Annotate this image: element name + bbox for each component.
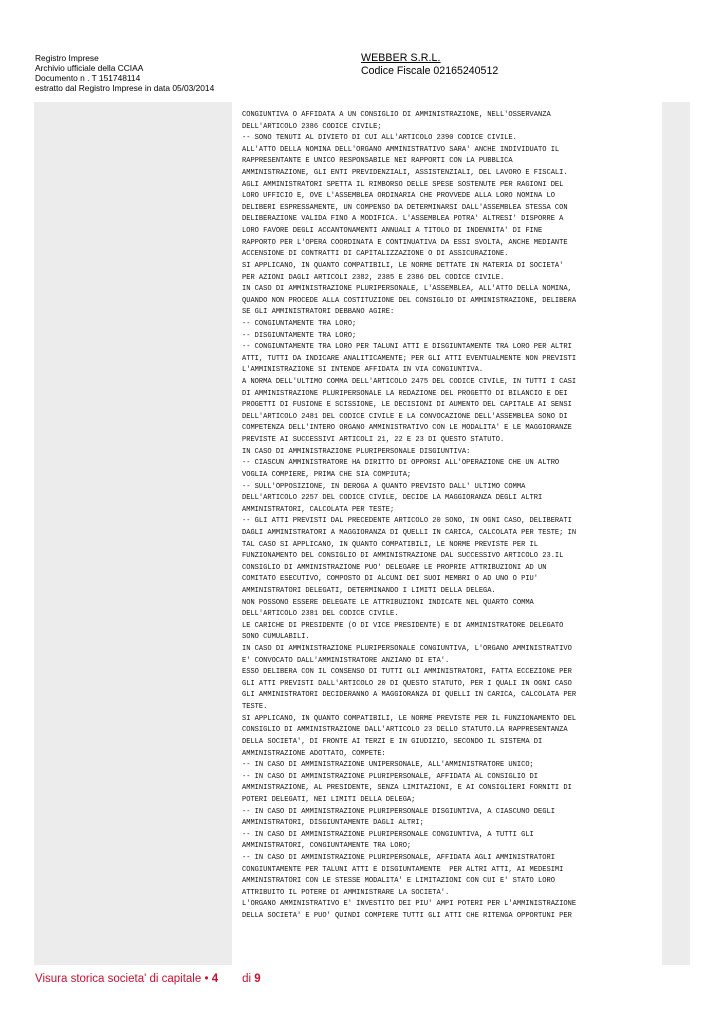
text-line: POTERI DELEGATI, NEI LIMITI DELLA DELEGA; bbox=[242, 795, 416, 804]
header-line-archive: Archivio ufficiale della CCIAA bbox=[35, 63, 144, 73]
text-line: SI APPLICANO, IN QUANTO COMPATIBILI, LE NORME DETTATE IN MATERIA DI SOCIETA' bbox=[242, 261, 564, 270]
text-line: PER AZIONI DAGLI ARTICOLI 2382, 2385 E 2386 DEL CODICE CIVILE. bbox=[242, 273, 505, 282]
text-line: -- SONO TENUTI AL DIVIETO DI CUI ALL'ARTICOLO 2390 CODICE CIVILE. bbox=[242, 134, 517, 143]
text-line: -- DISGIUNTAMENTE TRA LORO; bbox=[242, 331, 357, 340]
text-line: IN CASO DI AMMINISTRAZIONE PLURIPERSONALE CONGIUNTIVA, L'ORGANO AMMINISTRATIVO bbox=[242, 645, 572, 654]
text-line: FUNZIONAMENTO DEL CONSIGLIO DI AMMINISTRAZIONE DAL SUCCESSIVO ARTICOLO 23.IL bbox=[242, 552, 564, 561]
header-line-document-number: Documento n . T 151748114 bbox=[35, 73, 141, 83]
statute-text bbox=[242, 110, 662, 923]
text-line: -- IN CASO DI AMMINISTRAZIONE PLURIPERSONALE, AFFIDATA AL CONSIGLIO DI bbox=[242, 772, 539, 781]
text-line: -- SULL'OPPOSIZIONE, IN DEROGA A QUANTO PREVISTO DALL' ULTIMO COMMA bbox=[242, 482, 526, 491]
fiscal-code: Codice Fiscale 02165240512 bbox=[361, 65, 499, 77]
text-line: IN CASO DI AMMINISTRAZIONE PLURIPERSONALE, L'ASSEMBLEA, ALL'ATTO DELLA NOMINA, bbox=[242, 285, 572, 294]
text-line: E' CONVOCATO DALL'AMMINISTRATORE ANZIANO DI ETA'. bbox=[242, 656, 450, 665]
text-line: DELL'ARTICOLO 2257 DEL CODICE CIVILE, DECIDE LA MAGGIORANZA DEGLI ALTRI bbox=[242, 494, 543, 503]
registry-header bbox=[35, 53, 214, 93]
text-line: -- CONGIUNTAMENTE TRA LORO PER TALUNI ATTI E DISGIUNTAMENTE TRA LORO PER ALTRI bbox=[242, 343, 572, 352]
text-line: NON POSSONO ESSERE DELEGATE LE ATTRIBUZIONI INDICATE NEL QUARTO COMMA bbox=[242, 598, 534, 607]
text-line: -- GLI ATTI PREVISTI DAL PRECEDENTE ARTICOLO 20 SONO, IN OGNI CASO, DELIBERATI bbox=[242, 517, 572, 526]
text-line: AMMINISTRAZIONE, AL PRESIDENTE, SENZA LIMITAZIONI, E AI CONSIGLIERI FORNITI DI bbox=[242, 784, 572, 793]
text-line: L'ORGANO AMMINISTRATIVO E' INVESTITO DEI PIU' AMPI POTERI PER L'AMMINISTRAZIONE bbox=[242, 900, 577, 909]
text-line: VOGLIA COMPIERE, PRIMA CHE SIA COMPIUTA; bbox=[242, 470, 412, 479]
text-line: AMMINISTRAZIONE, GLI ENTI PREVIDENZIALI, ASSISTENZIALI, DEL LAVORO E FISCALI. bbox=[242, 169, 568, 178]
text-line: ACCENSIONE DI CONTRATTI DI CAPITALIZZAZIONE O DI ASSICURAZIONE. bbox=[242, 250, 509, 259]
text-line: -- IN CASO DI AMMINISTRAZIONE PLURIPERSONALE, AFFIDATA AGLI AMMINISTRATORI bbox=[242, 854, 555, 862]
footer-of-label: di bbox=[242, 973, 252, 985]
text-line: DELL'ARTICOLO 2381 DEL CODICE CIVILE. bbox=[242, 610, 399, 619]
text-line: LORO FAVORE DEGLI ACCANTONAMENTI ANNUALI A TITOLO DI INDENNITA' DI FINE bbox=[242, 227, 543, 236]
text-line: GLI AMMINISTRATORI DECIDERANNO A MAGGIORANZA DI QUELLI IN CARICA, CALCOLATA PER bbox=[242, 691, 577, 700]
text-line: SI APPLICANO, IN QUANTO COMPATIBILI, LE NORME PREVISTE PER IL FUNZIONAMENTO DEL bbox=[242, 714, 577, 723]
text-line: AGLI AMMINISTRATORI SPETTA IL RIMBORSO DELLE SPESE SOSTENUTE PER RAGIONI DEL bbox=[242, 180, 564, 189]
header-line-registry: Registro Imprese bbox=[35, 53, 99, 63]
text-line: AMMINISTRATORI, CALCOLATA PER TESTE; bbox=[242, 505, 395, 514]
text-line: -- IN CASO DI AMMINISTRAZIONE UNIPERSONALE, ALL'AMMINISTRATORE UNICO; bbox=[242, 761, 534, 770]
text-line: -- CONGIUNTAMENTE TRA LORO; bbox=[242, 319, 357, 328]
page-footer bbox=[35, 973, 261, 985]
text-line: CONGIUNTIVA O AFFIDATA A UN CONSIGLIO DI AMMINISTRAZIONE, NELL'OSSERVANZA bbox=[242, 111, 551, 119]
text-line: AMMINISTRATORI DELEGATI, DETERMINANDO I LIMITI DELLA DELEGA. bbox=[242, 586, 496, 595]
text-line: DELIBERAZIONE VALIDA FINO A MODIFICA. L'ASSEMBLEA POTRA' ALTRESI' DISPORRE A bbox=[242, 215, 564, 224]
text-line: DELIBERI ESPRESSAMENTE, UN COMPENSO DA DETERMINARSI DALL'ASSEMBLEA STESSA CON bbox=[242, 203, 568, 212]
text-line: SONO CUMULABILI. bbox=[242, 633, 310, 642]
text-line: DELL'ARTICOLO 2386 CODICE CIVILE; bbox=[242, 122, 382, 131]
text-line: DELLA SOCIETA' E PUO' QUINDI COMPIERE TUTTI GLI ATTI CHE RITENGA OPPORTUNI PER bbox=[242, 912, 572, 921]
text-line: DAGLI AMMINISTRATORI A MAGGIORANZA DI QUELLI IN CARICA, CALCOLATA PER TESTE; IN bbox=[242, 528, 577, 537]
text-line: RAPPRESENTANTE E UNICO RESPONSABILE NEI RAPPORTI CON LA PUBBLICA bbox=[242, 157, 513, 166]
text-line: RAPPORTO PER L'OPERA COORDINATA E CONTINUATIVA DA ESSI SVOLTA, ANCHE MEDIANTE bbox=[242, 238, 568, 247]
text-line: SE GLI AMMINISTRATORI DEBBANO AGIRE: bbox=[242, 308, 395, 317]
text-line: IN CASO DI AMMINISTRAZIONE PLURIPERSONALE DISGIUNTIVA: bbox=[242, 447, 471, 456]
text-line: ATTI, TUTTI DA INDICARE ANALITICAMENTE; PER GLI ATTI EVENTUALMENTE NON PREVISTI bbox=[242, 354, 577, 363]
text-line: GLI ATTI PREVISTI DALL'ARTICOLO 20 DI QUESTO STATUTO, PER I QUALI IN OGNI CASO bbox=[242, 679, 572, 688]
text-line: AMMINISTRAZIONE ADOTTATO, COMPETE: bbox=[242, 749, 386, 758]
text-line: AMMINISTRATORI, DISGIUNTAMENTE DAGLI ALTRI; bbox=[242, 819, 424, 828]
text-line: TAL CASO SI APPLICANO, IN QUANTO COMPATIBILI, LE NORME PREVISTE PER IL bbox=[242, 540, 539, 549]
text-line: COMITATO ESECUTIVO, COMPOSTO DI ALCUNI DEI SUOI MEMBRI O AD UNO O PIU' bbox=[242, 575, 539, 584]
text-line: -- IN CASO DI AMMINISTRAZIONE PLURIPERSONALE CONGIUNTIVA, A TUTTI GLI bbox=[242, 830, 534, 839]
text-line: LE CARICHE DI PRESIDENTE (O DI VICE PRESIDENTE) E DI AMMINISTRATORE DELEGATO bbox=[242, 621, 564, 630]
text-line: DELL'ARTICOLO 2481 DEL CODICE CIVILE E LA CONVOCAZIONE DELL'ASSEMBLEA SONO DI bbox=[242, 412, 568, 421]
header-line-extract-date: estratto dal Registro Imprese in data 05/03/2014 bbox=[35, 83, 215, 93]
footer-page-number: 4 bbox=[211, 973, 219, 985]
text-line: ESSO DELIBERA CON IL CONSENSO DI TUTTI GLI AMMINISTRATORI, FATTA ECCEZIONE PER bbox=[242, 668, 572, 677]
text-line: DI AMMINISTRAZIONE PLURIPERSONALE LA REDAZIONE DEL PROGETTO DI BILANCIO E DEI bbox=[242, 389, 568, 398]
text-line: TESTE. bbox=[242, 703, 268, 712]
text-line: AMMINISTRATORI CON LE STESSE MODALITA' E LIMITAZIONI CON CUI E' STATO LORO bbox=[242, 877, 555, 886]
footer-page-total: 9 bbox=[254, 973, 261, 985]
text-line: LORO UFFICIO E, OVE L'ASSEMBLEA ORDINARIA CHE PROVVEDE ALLA LORO NOMINA LO bbox=[242, 192, 555, 201]
text-line: L'AMMINISTRAZIONE SI INTENDE AFFIDATA IN VIA CONGIUNTIVA. bbox=[242, 366, 484, 375]
text-line: DELLA SOCIETA', DI FRONTE AI TERZI E IN GIUDIZIO, SECONDO IL SISTEMA DI bbox=[242, 737, 543, 746]
company-name: WEBBER S.R.L. bbox=[361, 52, 441, 64]
text-line: AMMINISTRATORI, CONGIUNTAMENTE TRA LORO; bbox=[242, 842, 412, 851]
text-line: CONSIGLIO DI AMMINISTRAZIONE DALL'ARTICOLO 23 DELLO STATUTO.LA RAPPRESENTANZA bbox=[242, 726, 568, 735]
text-line: COMPETENZA DELL'INTERO ORGANO AMMINISTRATIVO CON LE MODALITA' E LE MAGGIORANZE bbox=[242, 424, 572, 433]
text-line: PREVISTE AI SUCCESSIVI ARTICOLI 21, 22 E 23 DI QUESTO STATUTO. bbox=[242, 436, 505, 445]
text-line: A NORMA DELL'ULTIMO COMMA DELL'ARTICOLO 2475 DEL CODICE CIVILE, IN TUTTI I CASI bbox=[242, 378, 577, 387]
text-line: -- CIASCUN AMMINISTRATORE HA DIRITTO DI OPPORSI ALL'OPERAZIONE CHE UN ALTRO bbox=[242, 459, 560, 468]
text-line: PROGETTI DI FUSIONE E SCISSIONE, LE DECISIONI DI AUMENTO DEL CAPITALE AI SENSI bbox=[242, 401, 572, 410]
text-line: ATTRIBUITO IL POTERE DI AMMINISTRARE LA SOCIETA'. bbox=[242, 888, 450, 897]
footer-document-label: Visura storica societa' di capitale • bbox=[35, 973, 209, 985]
text-line: -- IN CASO DI AMMINISTRAZIONE PLURIPERSONALE DISGIUNTIVA, A CIASCUNO DEGLI bbox=[242, 807, 555, 816]
text-line: CONGIUNTAMENTE PER TALUNI ATTI E DISGIUNTAMENTE PER ALTRI ATTI, AI MEDESIMI bbox=[242, 865, 564, 874]
text-line: ALL'ATTO DELLA NOMINA DELL'ORGANO AMMINISTRATIVO SARA' ANCHE INDIVIDUATO IL bbox=[242, 145, 560, 154]
text-line: CONSIGLIO DI AMMINISTRAZIONE PUO' DELEGARE LE PROPRIE ATTRIBUZIONI AD UN bbox=[242, 563, 547, 572]
text-line: QUANDO NON PROCEDE ALLA COSTITUZIONE DEL CONSIGLIO DI AMMINISTRAZIONE, DELIBERA bbox=[242, 296, 577, 305]
company-header bbox=[361, 52, 498, 78]
